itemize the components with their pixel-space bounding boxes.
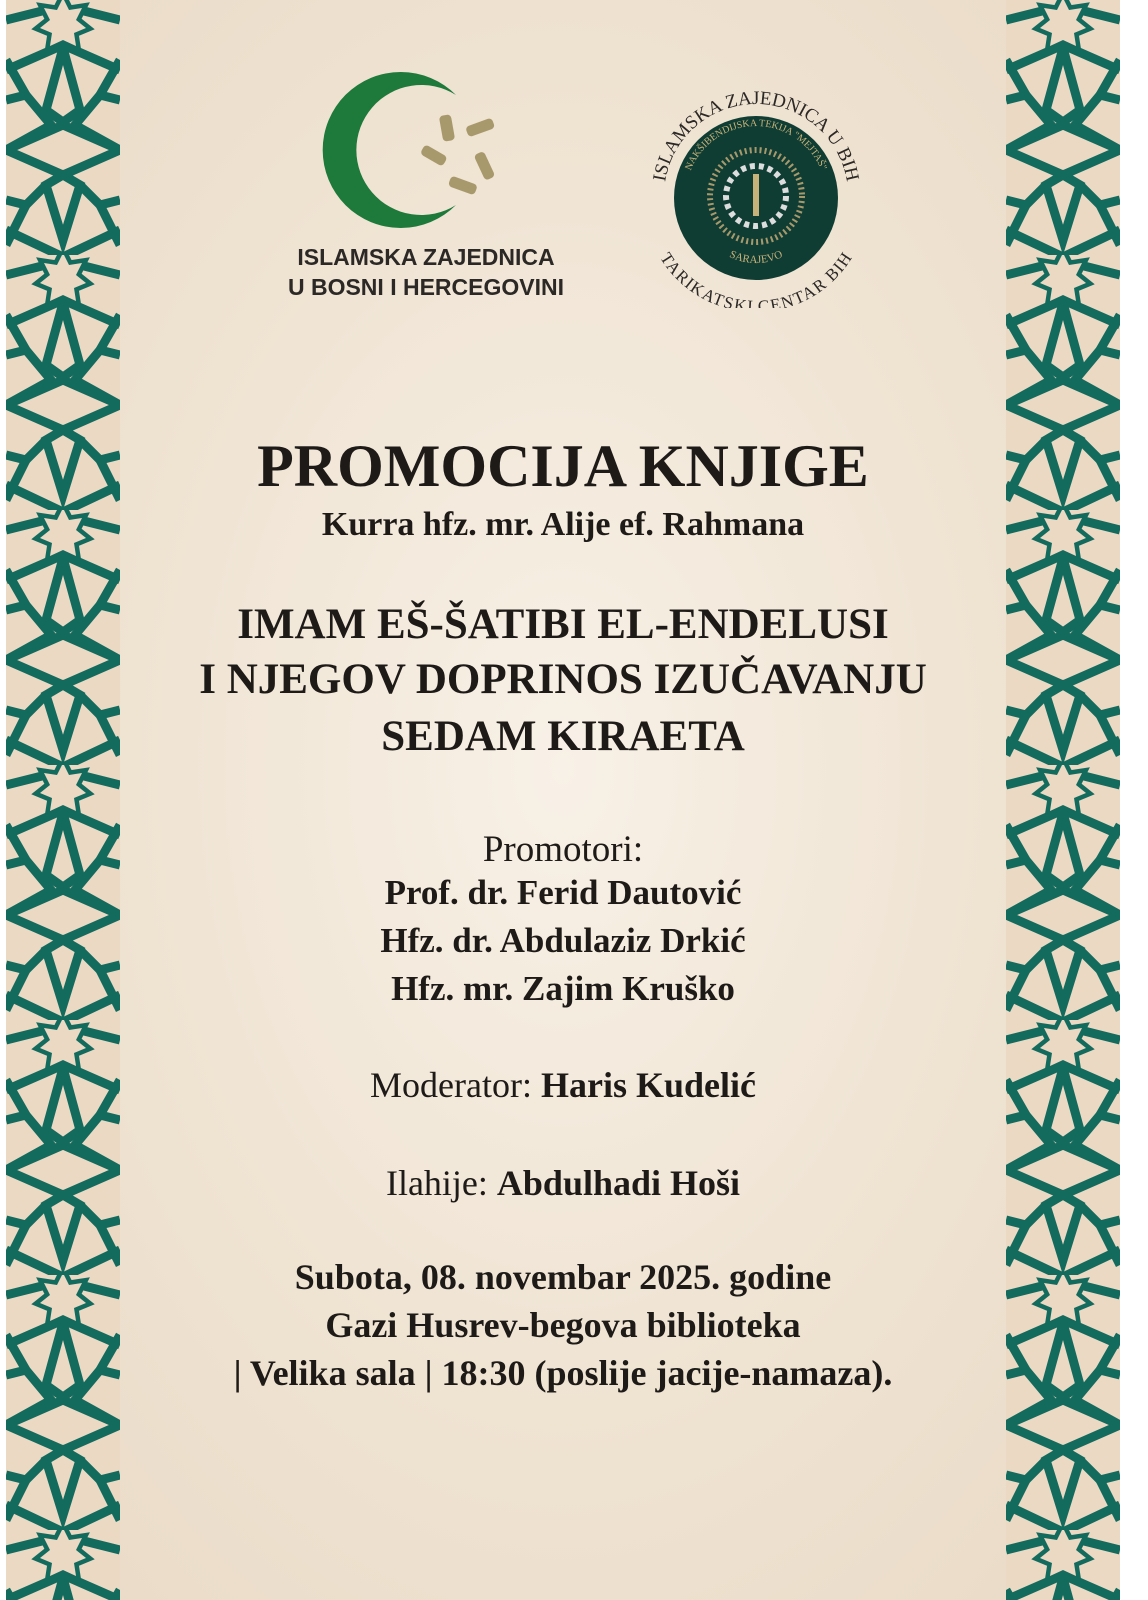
author: Kurra hfz. mr. Alije ef. Rahmana	[321, 506, 805, 543]
moderator-line	[120, 1064, 1006, 1106]
poster	[6, 0, 1120, 1600]
tarikatski-centar-seal	[636, 78, 876, 308]
crescent-star-icon	[261, 70, 591, 240]
seal-inner-bottom: SARAJEVO	[727, 248, 785, 267]
ilahije-name: Abdulhadi Hoši	[496, 1163, 741, 1203]
book-title-line1: IMAM EŠ-ŠATIBI EL-ENDELUSI	[237, 601, 889, 648]
org-name-line1: ISLAMSKA ZAJEDNICA	[297, 244, 555, 270]
event-hall-time: | Velika sala | 18:30 (poslije jacije-namaza).	[233, 1353, 893, 1393]
moderator-name: Haris Kudelić	[540, 1065, 756, 1105]
moderator-label: Moderator:	[370, 1065, 532, 1105]
islamska-zajednica-logo	[261, 70, 591, 310]
seal-inner-top: NAKŠIBENDIJSKA TEKIJA "MEJTAŠ"	[683, 117, 829, 173]
ilahije-line	[120, 1162, 1006, 1204]
promoter-1: Prof. dr. Ferid Dautović	[384, 873, 742, 912]
event-date: Subota, 08. novembar 2025. godine	[294, 1257, 832, 1297]
promoters-label: Promotori:	[482, 829, 644, 870]
heading: PROMOCIJA KNJIGE	[257, 433, 869, 499]
ilahije-label: Ilahije:	[385, 1163, 488, 1203]
right-geometric-border	[1006, 0, 1120, 1600]
seal-outer-bottom: TARIKATSKI CENTAR BIH	[656, 249, 856, 308]
left-geometric-border	[6, 0, 120, 1600]
book-title-line3: SEDAM KIRAETA	[381, 713, 745, 760]
event-venue: Gazi Husrev-begova biblioteka	[325, 1305, 801, 1345]
org-name-line2: U BOSNI I HERCEGOVINI	[287, 274, 565, 300]
book-title-line2: I NJEGOV DOPRINOS IZUČAVANJU	[199, 656, 927, 703]
promoter-2: Hfz. dr. Abdulaziz Drkić	[380, 921, 746, 960]
seal-outer-top: ISLAMSKA ZAJEDNICA U BIH	[649, 87, 863, 184]
promoter-3: Hfz. mr. Zajim Kruško	[391, 969, 735, 1008]
